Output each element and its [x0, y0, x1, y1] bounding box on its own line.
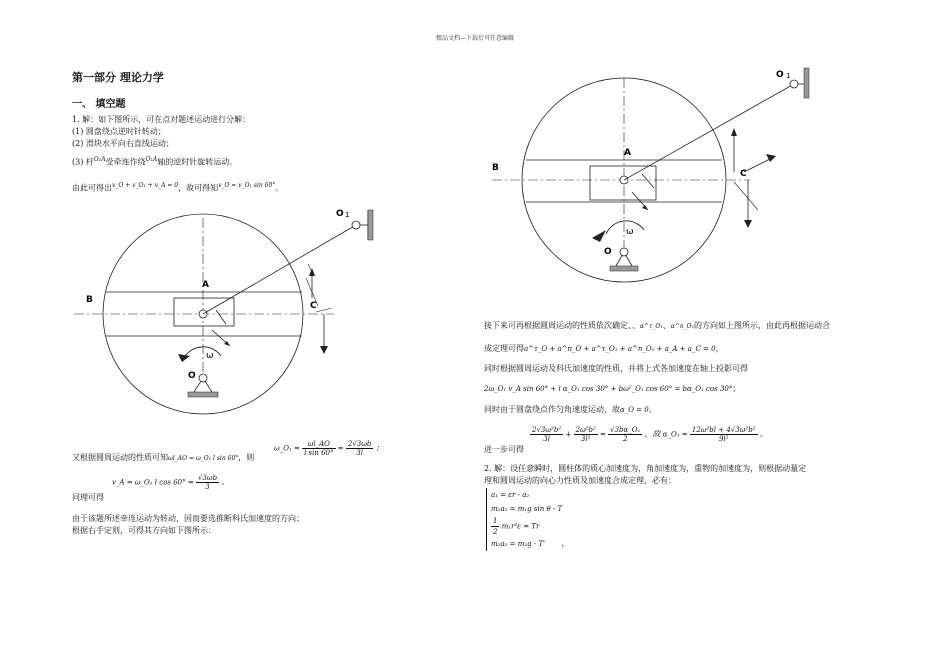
- omega-arrowhead: [592, 230, 606, 242]
- omega-o1-formula: [274, 440, 384, 457]
- velocity-result: v_O = v_O₁ sin 60°: [218, 182, 276, 189]
- q2-line-2: 理和圆周运动的向心力性质及加速度合成定理，必有：: [484, 476, 676, 485]
- further-frac-3: [608, 426, 642, 443]
- further-frac-1-den: 3l: [543, 435, 550, 443]
- rotation-equation: ωl_AO = ω_O₁ l sin 60°: [168, 455, 239, 462]
- label-a: A: [624, 148, 631, 158]
- va-lhs: v_A = ω_O₁ l cos 60° =: [112, 478, 194, 487]
- direction-line-2: 根据右手定则，可得其方向如下图所示：: [72, 526, 216, 535]
- rod-o1a: [624, 84, 794, 180]
- q2-line-1: 2. 解：设任意瞬时，圆柱体的质心加速度为，角加速度为，重物的加速度为，则根据动量定: [484, 464, 807, 473]
- omega-o1-frac-1: [302, 440, 335, 457]
- alpha-o1-frac: [690, 426, 758, 443]
- mechanism-figure-left: [66, 198, 386, 420]
- system-eq-3: [491, 516, 569, 537]
- system-eq-2: m₁a₁ = m₁g sin θ - T: [491, 505, 563, 513]
- system-eq-3-body: m₁r²ε = Tr: [501, 522, 540, 531]
- omega-o1-frac-2-den: 3l: [356, 449, 363, 457]
- same-line-label: 同理可得: [72, 493, 104, 502]
- item-3-text-c: 轴的逆时针旋转运动。: [157, 157, 238, 167]
- projection-eq-text: 2ω_O₁ v_A sin 60° + l α_O₁ cos 30° + bω²_O₁ cos 60° = bα_O₁ cos 30°: [484, 385, 733, 393]
- ground-hatch-o: [188, 392, 218, 397]
- omega-o1-frac-1-num: ωl_AO: [302, 440, 335, 449]
- omega-o1-frac-2: [346, 440, 374, 457]
- omega-o1-lhs: ω_O₁ =: [274, 444, 300, 453]
- velocity-text-b: ，故可得知: [178, 183, 219, 193]
- alpha-tau-symbol: α^τ_O₁: [640, 323, 663, 330]
- label-b: B: [86, 295, 93, 305]
- va-frac-den: 3: [205, 483, 210, 491]
- vector-right-c: [316, 308, 332, 312]
- alpha-o1-lhs: α_O₁ =: [662, 430, 688, 439]
- further-frac-1-num: 2√3ω²b²: [532, 426, 562, 434]
- omega-o1-frac-2-num: 2√3ωb: [347, 440, 372, 448]
- projection-line: 同时根据圆周运动及科氏加速度的性质，并将上式各加速度在轴上投影可得: [484, 364, 748, 373]
- omega-arc-arrow: [606, 221, 644, 234]
- small-arrow-c: [308, 264, 312, 272]
- va-end: 。: [221, 477, 230, 487]
- further-frac-2-den: 3l²: [580, 435, 591, 443]
- item-3-symbol-2: O₁A: [145, 156, 158, 163]
- item-3: [72, 154, 237, 169]
- item-3-text-a: (3) 杆: [72, 157, 94, 167]
- further-frac-2-num: 2ω²b²: [575, 426, 596, 434]
- item-2: (2) 滑块水平向右直线运动；: [72, 139, 174, 148]
- label-o1: O: [776, 70, 784, 80]
- label-c: C: [740, 169, 747, 179]
- vector-down-c-head: [320, 346, 328, 354]
- direction-line-1: 由于该题所述牵连运动为转动，因而要选推断科氏加速度的方向；: [72, 514, 304, 523]
- further-equals: =: [600, 430, 606, 439]
- further-hence: ，故: [644, 429, 661, 439]
- further-frac-2: [574, 426, 598, 443]
- label-o: O: [604, 247, 612, 257]
- accel-separator: 、: [662, 321, 671, 330]
- equation-system: [486, 488, 569, 551]
- sum-equation: a^τ_O + a^n_O + a^τ_O₁ + a^n_O₁ + a_A + a_C = 0: [524, 345, 716, 353]
- item-3-symbol: O₁A: [93, 156, 106, 163]
- omega-o1-frac-1-den: l sin 60°: [304, 449, 334, 457]
- label-o1-sub: 1: [345, 211, 350, 219]
- section-title: 第一部分 理论力学: [72, 71, 164, 84]
- label-omega: ω: [206, 351, 214, 361]
- vector-up-c-head: [731, 128, 737, 136]
- accel-text-a: 接下来可再根据圆周运动的性质依次确定、、: [484, 321, 640, 330]
- q1-intro: 1. 解：如下图所示，可在点对题述运动进行分解：: [72, 115, 251, 124]
- accel-vector-1-head: [642, 205, 648, 210]
- sum-line: [484, 343, 724, 355]
- further-frac-1: [530, 426, 563, 443]
- alpha-o1-frac-num: 12ω²bl + 4√3ω²b²: [691, 426, 756, 434]
- vector-diag-c: [734, 182, 758, 210]
- label-a: A: [202, 280, 209, 290]
- further-frac-3-num: √3bα_O₁: [610, 426, 641, 434]
- alpha-o1-end: 。: [759, 429, 768, 439]
- velocity-line: [72, 180, 283, 195]
- further-frac-3-den: 2: [622, 435, 628, 443]
- accel-direction-line: [484, 320, 830, 333]
- vector-right-c: [744, 158, 772, 172]
- label-o: O: [188, 371, 196, 381]
- pivot-o: [620, 248, 628, 256]
- vector-down-c-head: [744, 220, 752, 228]
- rod-o1a: [203, 225, 356, 314]
- projection-equation: [484, 376, 740, 395]
- va-frac-num: √3ωb: [197, 474, 218, 482]
- omega-arrowhead: [178, 354, 190, 362]
- uniform-equation: α_O = 0: [620, 406, 649, 414]
- wall-hatch-o1: [804, 68, 809, 98]
- system-eq-4-body: m₂a₂ = m₂g - T': [491, 540, 546, 548]
- item-1: (1) 圆盘绕点逆时针转动；: [72, 127, 166, 136]
- label-o1: O: [336, 209, 344, 219]
- rotation-line: [72, 452, 254, 465]
- velocity-equation: v_O + v_O₁ + v_A = 0: [112, 182, 179, 189]
- mechanism-figure-right: [482, 62, 822, 284]
- uniform-text-a: 同时由于圆盘绕点作匀角速度运动，故: [484, 405, 620, 414]
- va-frac: [196, 474, 219, 491]
- pivot-o1: [790, 80, 798, 88]
- alpha-n-symbol: α^n_O₁: [670, 323, 695, 330]
- further-formula: [530, 426, 768, 443]
- system-eq-3-half-den: 2: [493, 528, 498, 536]
- sum-text-b: ，: [715, 344, 724, 353]
- pivot-o1: [352, 221, 360, 229]
- rotation-text-a: 又根据圆周运动的性质可知: [72, 453, 168, 462]
- item-3-text-b: 受牵连作绕: [105, 157, 146, 167]
- pivot-o: [199, 374, 207, 382]
- accel-text-b: 的方向如上图所示，由此再根据运动合: [694, 321, 831, 330]
- accel-vector-2: [642, 174, 654, 188]
- uniform-text-b: 。: [648, 405, 657, 414]
- alpha-o1-frac-den: 9l²: [718, 435, 729, 443]
- velocity-text-a: 由此可得出: [72, 183, 112, 193]
- system-eq-4: [491, 537, 569, 551]
- system-eq-3-half-num: 1: [493, 517, 498, 525]
- uniform-line: [484, 404, 657, 416]
- system-eq-1: a₁ = εr - a₂: [491, 491, 530, 499]
- wall-hatch-o1: [368, 210, 373, 240]
- system-end: ，: [561, 539, 570, 548]
- omega-o1-equals: =: [337, 444, 344, 453]
- page-header: 精品文档---下载后可任意编辑: [435, 35, 515, 42]
- velocity-text-c: 。: [275, 183, 284, 193]
- further-label: 进一步可得: [484, 445, 524, 454]
- accel-vector-2: [216, 310, 226, 324]
- label-b: B: [492, 163, 499, 173]
- further-plus: +: [565, 430, 572, 439]
- rotation-text-b: ，则: [238, 453, 255, 462]
- projection-eq-end: ；: [732, 384, 741, 393]
- ground-hatch-o: [610, 266, 638, 271]
- label-c: C: [310, 301, 317, 311]
- va-formula: [112, 474, 229, 491]
- subsection-title: 一、 填空题: [72, 99, 126, 110]
- sum-text-a: 成定理可得: [484, 344, 524, 353]
- label-omega: ω: [626, 227, 634, 237]
- vector-right-c-head: [766, 154, 776, 162]
- system-eq-3-half: [491, 516, 499, 537]
- omega-o1-end: ；: [375, 443, 384, 453]
- label-o1-sub: 1: [786, 72, 791, 80]
